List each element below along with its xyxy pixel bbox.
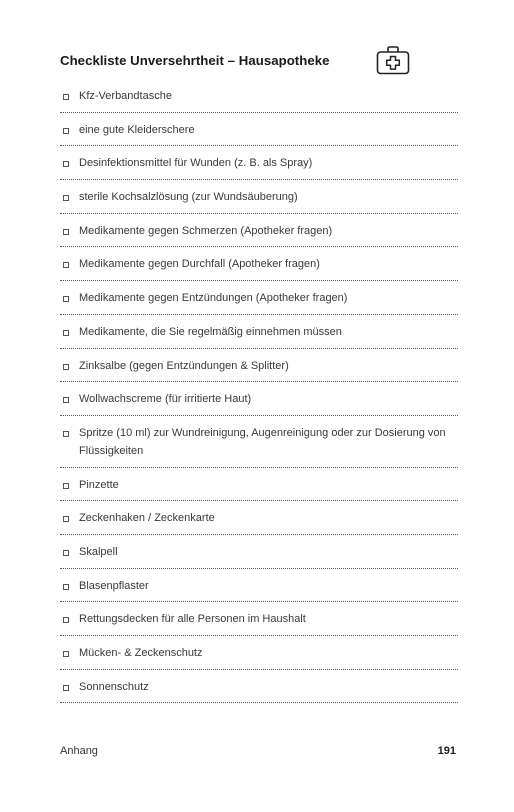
list-item <box>60 602 458 636</box>
footer-section-label: Anhang <box>60 745 98 757</box>
list-item-label: Blasenpflaster <box>79 579 149 592</box>
checklist <box>60 79 458 703</box>
list-item <box>60 349 458 383</box>
checkbox[interactable] <box>63 330 69 336</box>
list-item-label: Medikamente, die Sie regelmäßig einnehmen müssen <box>79 325 342 338</box>
checkbox[interactable] <box>63 262 69 268</box>
list-item-label: Rettungsdecken für alle Personen im Haushalt <box>79 613 306 626</box>
page-header <box>60 44 460 78</box>
list-item-label: Zeckenhaken / Zeckenkarte <box>79 512 215 525</box>
checkbox[interactable] <box>63 397 69 403</box>
list-item <box>60 382 458 416</box>
list-item <box>60 416 458 468</box>
list-item-label: Mücken- & Zeckenschutz <box>79 647 203 659</box>
list-item <box>60 281 458 315</box>
list-item <box>60 315 458 349</box>
list-item-label: Medikamente gegen Schmerzen (Apotheker fragen) <box>79 224 333 237</box>
list-item-label: Kfz-Verbandtasche <box>79 90 172 102</box>
checkbox[interactable] <box>63 516 69 522</box>
checkbox[interactable] <box>63 483 69 489</box>
checkbox[interactable] <box>63 195 69 201</box>
list-item <box>60 535 458 569</box>
list-item-label: sterile Kochsalzlösung (zur Wundsäuberung) <box>79 191 298 204</box>
checkbox[interactable] <box>63 584 69 590</box>
checkbox[interactable] <box>63 229 69 235</box>
checkbox[interactable] <box>63 685 69 691</box>
checkbox[interactable] <box>63 161 69 167</box>
list-item-label: Wollwachscreme (für irritierte Haut) <box>79 393 252 406</box>
page-title: Checkliste Unversehrtheit – Hausapotheke <box>60 53 330 68</box>
list-item <box>60 569 458 603</box>
list-item-label: Spritze (10 ml) zur Wundreinigung, Augenreinigung oder zur Dosierung von Flüssigkeiten <box>79 426 446 457</box>
checkbox[interactable] <box>63 94 69 100</box>
checkbox[interactable] <box>63 296 69 302</box>
checkbox[interactable] <box>63 364 69 370</box>
list-item-label: Medikamente gegen Durchfall (Apotheker fragen) <box>79 258 320 271</box>
checkbox[interactable] <box>63 550 69 556</box>
checkbox[interactable] <box>63 617 69 623</box>
list-item <box>60 113 458 147</box>
list-item-label: Medikamente gegen Entzündungen (Apotheker fragen) <box>79 292 348 305</box>
checkbox[interactable] <box>63 128 69 134</box>
list-item-label: Desinfektionsmittel für Wunden (z. B. als Spray) <box>79 157 313 170</box>
checkbox[interactable] <box>63 651 69 657</box>
list-item <box>60 180 458 214</box>
list-item-label: eine gute Kleiderschere <box>79 123 195 136</box>
list-item <box>60 247 458 281</box>
list-item <box>60 501 458 535</box>
list-item-label: Pinzette <box>79 478 119 491</box>
list-item <box>60 214 458 248</box>
list-item <box>60 468 458 502</box>
list-item-label: Sonnenschutz <box>79 680 149 693</box>
first-aid-kit-icon <box>376 44 410 76</box>
list-item <box>60 636 458 670</box>
page-number: 191 <box>437 745 456 757</box>
list-item <box>60 79 458 113</box>
list-item <box>60 146 458 180</box>
list-item <box>60 670 458 704</box>
list-item-label: Zinksalbe (gegen Entzündungen & Splitter) <box>79 359 289 372</box>
checkbox[interactable] <box>63 431 69 437</box>
list-item-label: Skalpell <box>79 545 118 558</box>
